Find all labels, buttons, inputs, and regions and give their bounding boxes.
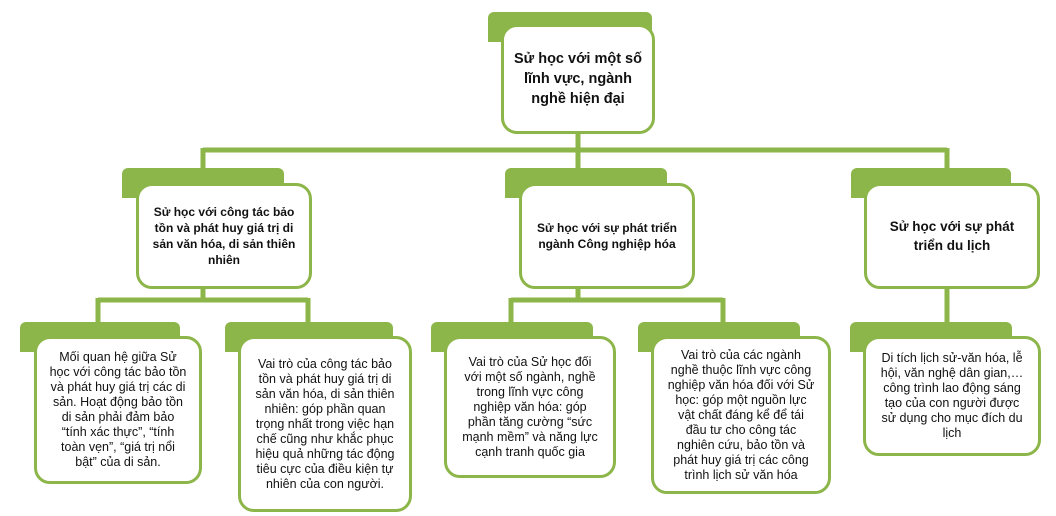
- branch-3-title: Sử học với sự phát triển du lịch: [889, 219, 1015, 253]
- branch-3-node: [864, 183, 1040, 289]
- branch-2-node: [519, 183, 695, 289]
- leaf-4-node: [651, 336, 831, 494]
- branch-2-title: Sử học với sự phát triển ngành Công nghiệp hóa: [537, 221, 677, 251]
- root-title: Sử học với một số lĩnh vực, ngành nghề hiện đại: [514, 51, 642, 107]
- leaf-2-node: [238, 336, 412, 512]
- leaf-3-text: Vai trò của Sử học đối với một số ngành, nghề trong lĩnh vực công nghiệp văn hóa: góp phần tăng cường “sức mạnh mềm” và năng lực cạnh tranh quốc gia: [462, 354, 598, 459]
- branch-1-node: [136, 183, 312, 289]
- root-node: [501, 24, 655, 134]
- leaf-1-node: [34, 336, 202, 484]
- branch-1-title: Sử học với công tác bảo tồn và phát huy giá trị di sản văn hóa, di sản thiên nhiên: [152, 205, 296, 267]
- leaf-5-node: [863, 336, 1041, 456]
- leaf-4-text: Vai trò của các ngành nghề thuộc lĩnh vực công nghiệp văn hóa đối với Sử học: góp một nguồn lực vật chất đáng kể để tái đầu tư cho công tác nghiên cứu, bảo tồn và phát huy giá trị các công trình lịch sử văn hóa: [667, 347, 815, 482]
- leaf-1-text: Mối quan hệ giữa Sử học với công tác bảo tồn và phát huy giá trị các di sản. Hoạt động bảo tồn di sản phải đảm bảo “tính xác thực”, “tính toàn vẹn”, “giá trị nổi bật” của di sản.: [49, 350, 187, 469]
- leaf-5-text: Di tích lịch sử-văn hóa, lễ hội, văn nghệ dân gian,… công trình lao động sáng tạo của con người được sử dụng cho mục đích du lịch: [880, 351, 1024, 440]
- leaf-3-node: [444, 336, 616, 478]
- leaf-2-text: Vai trò của công tác bảo tồn và phát huy giá trị di sản văn hóa, di sản thiên nhiên: góp phần quan trọng nhất trong việc hạn chế cũng như khắc phục hiệu quả những tác động tiêu cực của điều kiện tự nhiên của con người.: [255, 356, 395, 491]
